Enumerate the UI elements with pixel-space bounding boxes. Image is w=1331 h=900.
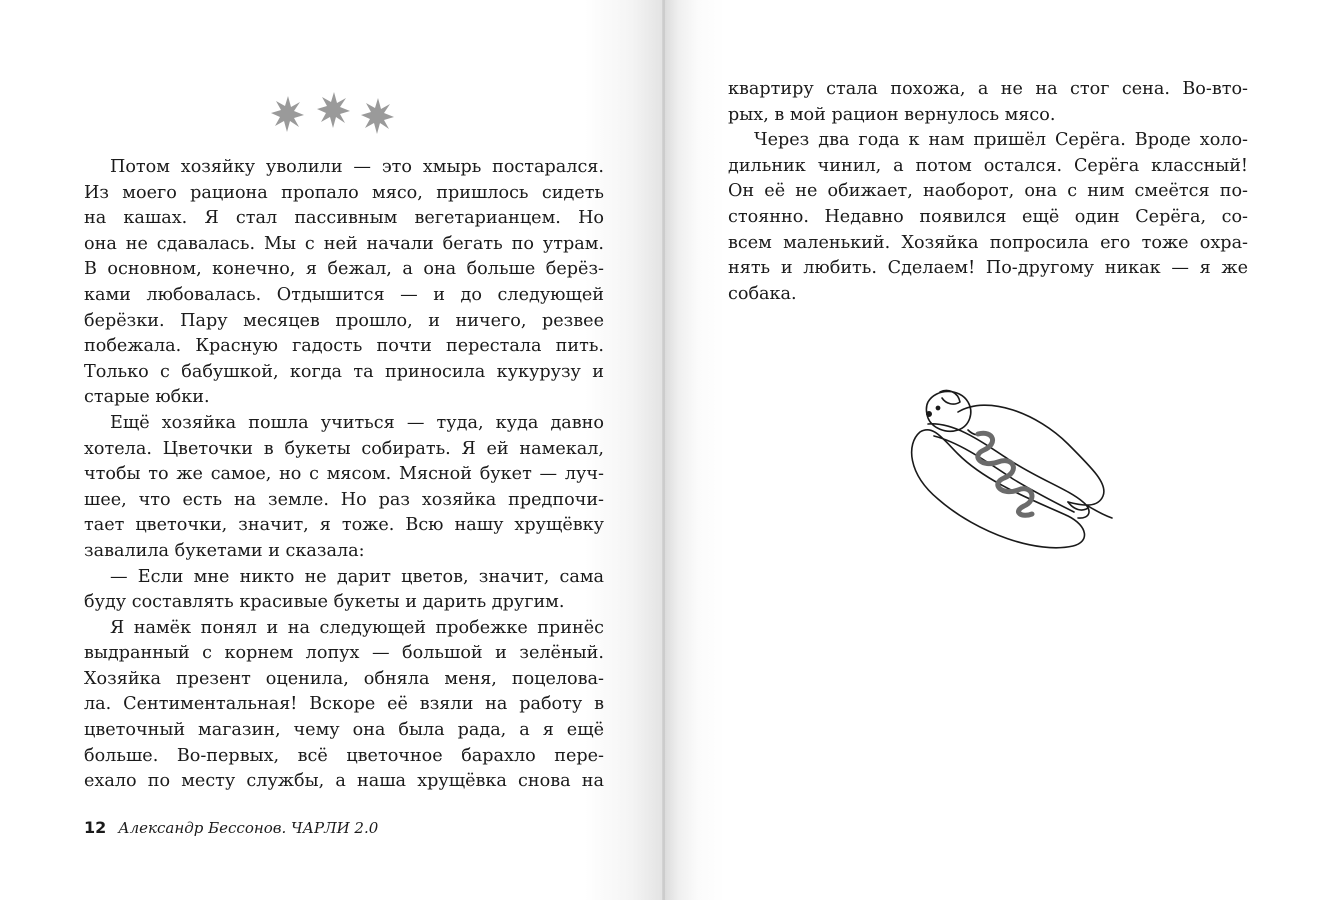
- text-line: В основном, конечно, я бежал, а она больше берёз-: [84, 259, 604, 280]
- text-line: старые юбки.: [84, 387, 210, 408]
- text-line: хотела. Цветочки в букеты собирать. Я ей намекал,: [84, 438, 604, 459]
- text-line: Через два года к нам пришёл Серёга. Вроде холо-: [754, 130, 1248, 151]
- text-line: цветочный магазин, чему она была рада, а я ещё: [84, 720, 604, 741]
- left-page: [0, 0, 665, 900]
- text-line: тает цветочки, значит, я тоже. Всю нашу хрущёвку: [84, 515, 604, 536]
- text-line: дильник чинил, а потом остался. Серёга классный!: [728, 155, 1248, 176]
- text-line: Потом хозяйку уволили — это хмырь постарался.: [110, 157, 604, 177]
- star-icon: [317, 92, 350, 128]
- running-head: Александр Бессонов. ЧАРЛИ 2.0: [118, 819, 379, 837]
- text-line: выдранный с корнем лопух — большой и зелёный.: [84, 643, 604, 664]
- text-line: рых, в мой рацион вернулось мясо.: [728, 104, 1056, 125]
- text-line: собака.: [728, 283, 797, 304]
- three-stars-ornament-icon: [270, 92, 400, 136]
- text-line: берёзки. Пару месяцев прошло, и ничего, резвее: [84, 310, 604, 331]
- text-line: Ещё хозяйка пошла учиться — туда, куда давно: [110, 412, 604, 433]
- text-line: она не сдавалась. Мы с ней начали бегать по утрам.: [84, 233, 604, 254]
- text-line: больше. Во-первых, всё цветочное барахло пере-: [84, 745, 604, 766]
- left-page-body-text: [84, 155, 604, 795]
- text-line: Он её не обижает, наоборот, она с ним смеётся по-: [728, 181, 1248, 202]
- dachshund-hotdog-icon: [898, 384, 1118, 556]
- text-line: — Если мне никто не дарит цветов, значит, сама: [110, 566, 604, 587]
- text-line: Я намёк понял и на следующей пробежке принёс: [110, 617, 604, 638]
- text-line: Только с бабушкой, когда та приносила кукурузу и: [84, 361, 604, 382]
- text-line: квартиру стала похожа, а не на стог сена. Во-вто-: [728, 79, 1248, 99]
- text-line: нять и любить. Сделаем! По-другому никак — я же: [728, 258, 1248, 279]
- text-line: ла. Сентиментальная! Вскоре её взяли на работу в: [84, 694, 604, 715]
- text-line: ками любовалась. Отдышится — и до следующей: [84, 284, 604, 305]
- text-line: буду составлять красивые букеты и дарить другим.: [84, 592, 565, 613]
- text-line: на кашах. Я стал пассивным вегетарианцем. Но: [84, 208, 604, 229]
- star-icon: [271, 96, 304, 132]
- text-line: Хозяйка презент оценила, обняла меня, поцелова-: [84, 668, 604, 689]
- text-line: шее, что есть на земле. Но раз хозяйка предпочи-: [84, 489, 604, 510]
- star-icon: [361, 98, 394, 134]
- right-page-body-text: [728, 77, 1248, 307]
- text-line: чтобы то же самое, но с мясом. Мясной букет — луч-: [84, 464, 604, 485]
- page-footer: [84, 817, 378, 839]
- text-line: стоянно. Недавно появился ещё один Серёга, со-: [728, 206, 1248, 227]
- text-line: всем маленький. Хозяйка попросила его тоже охра-: [728, 232, 1248, 253]
- text-line: Из моего рациона пропало мясо, пришлось сидеть: [84, 182, 604, 203]
- page-number: 12: [84, 818, 107, 837]
- text-line: завалила букетами и сказала:: [84, 540, 365, 561]
- text-line: побежала. Красную гадость почти перестала пить.: [84, 336, 604, 357]
- text-line: ехало по месту службы, а наша хрущёвка снова на: [84, 771, 604, 792]
